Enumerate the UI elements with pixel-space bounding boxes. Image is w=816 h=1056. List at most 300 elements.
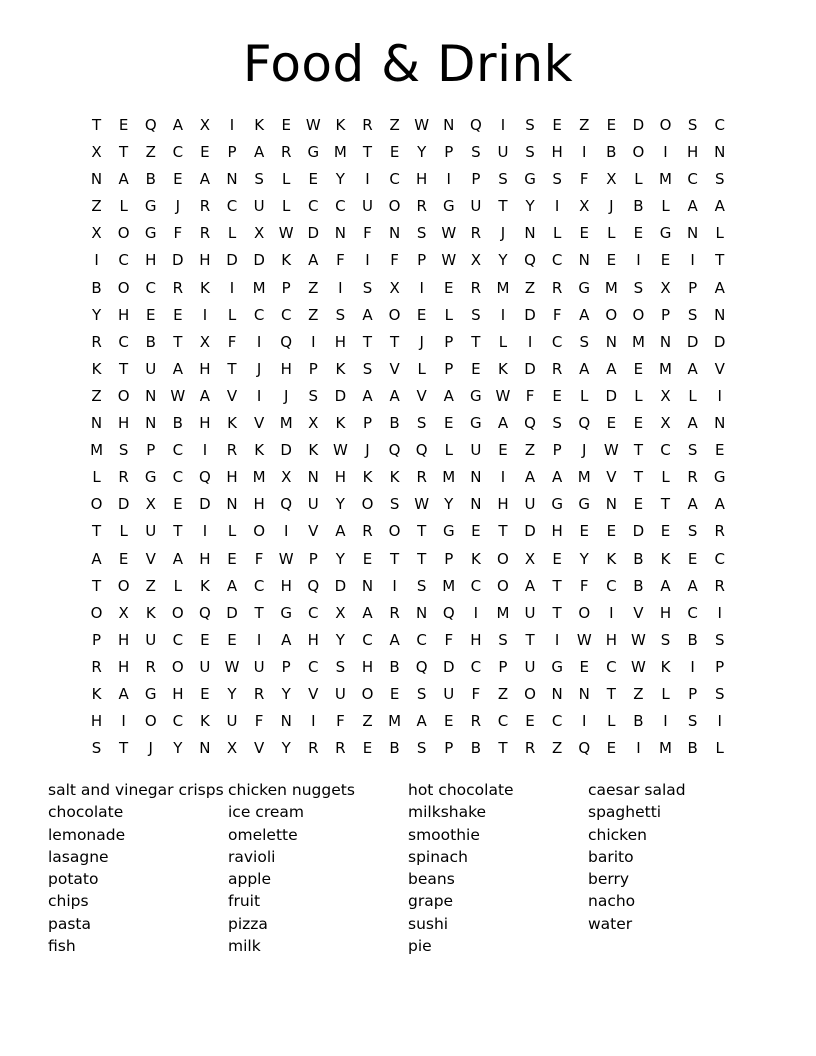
grid-letter: L	[607, 712, 616, 731]
grid-letter: N	[605, 495, 617, 514]
grid-letter: K	[91, 359, 102, 378]
grid-letter: E	[606, 251, 617, 270]
grid-letter: C	[714, 549, 725, 568]
grid-letter: T	[173, 522, 183, 541]
grid-letter: G	[578, 495, 591, 514]
grid-letter: I	[256, 630, 262, 649]
grid-letter: Z	[308, 305, 319, 324]
grid-letter: G	[280, 603, 293, 622]
grid-letter: I	[554, 630, 560, 649]
grid-letter: Y	[335, 170, 345, 189]
grid-letter: X	[91, 143, 102, 162]
grid-letter: C	[714, 116, 725, 134]
grid-letter: H	[686, 143, 699, 162]
grid-letter: K	[660, 657, 671, 676]
grid-letter: D	[524, 522, 536, 541]
grid-letter: O	[117, 386, 130, 405]
grid-letter: F	[254, 712, 264, 731]
grid-letter: P	[308, 549, 318, 568]
grid-letter: Y	[525, 197, 535, 216]
grid-letter: P	[715, 657, 725, 676]
word-item: lemonade	[48, 825, 126, 844]
grid-letter: X	[660, 278, 671, 297]
grid-letter: G	[442, 197, 455, 216]
grid-letter: E	[606, 414, 617, 433]
grid-letter: C	[280, 305, 292, 324]
word-item: ice cream	[228, 803, 304, 822]
grid-letter: H	[551, 522, 563, 541]
grid-letter: N	[90, 170, 103, 189]
grid-letter: Z	[633, 684, 644, 703]
grid-letter: Q	[307, 576, 320, 595]
grid-letter: E	[227, 549, 237, 568]
grid-letter: L	[715, 224, 724, 243]
grid-letter: S	[687, 441, 698, 460]
grid-letter: T	[552, 576, 562, 595]
grid-letter: O	[171, 657, 184, 676]
grid-letter: H	[280, 576, 292, 595]
grid-letter: K	[200, 278, 210, 297]
grid-letter: W	[631, 630, 646, 649]
grid-letter: D	[605, 386, 618, 405]
grid-letter: H	[118, 305, 130, 324]
grid-letter: C	[308, 197, 319, 216]
grid-letter: I	[256, 386, 262, 405]
grid-letter: T	[715, 251, 725, 270]
grid-letter: V	[308, 522, 319, 541]
word-item: omelette	[228, 825, 298, 844]
grid-letter: G	[524, 170, 536, 189]
grid-row	[83, 437, 733, 464]
grid-letter: T	[91, 116, 102, 134]
grid-letter: P	[281, 657, 291, 676]
grid-letter: Z	[552, 739, 563, 758]
grid-letter: A	[714, 278, 725, 297]
grid-letter: X	[335, 603, 346, 622]
grid-letter: N	[686, 224, 699, 243]
grid-letter: A	[362, 386, 373, 405]
grid-letter: G	[144, 197, 157, 216]
grid-letter: S	[389, 495, 400, 514]
grid-letter: D	[307, 224, 320, 243]
grid-letter: U	[145, 630, 157, 649]
grid-letter: O	[388, 522, 401, 541]
grid-letter: A	[714, 495, 725, 514]
grid-letter: H	[199, 414, 211, 433]
grid-letter: R	[199, 224, 211, 243]
grid-letter: I	[392, 576, 397, 595]
grid-letter: I	[663, 143, 668, 162]
grid-letter: H	[334, 468, 347, 487]
grid-letter: E	[200, 630, 210, 649]
grid-letter: I	[554, 197, 560, 216]
grid-letter: A	[524, 468, 536, 487]
grid-letter: R	[551, 359, 563, 378]
grid-letter: H	[226, 468, 238, 487]
grid-letter: E	[118, 116, 129, 134]
grid-letter: I	[663, 712, 668, 731]
grid-letter: U	[253, 197, 265, 216]
grid-letter: O	[605, 305, 618, 324]
grid-row	[83, 247, 733, 274]
grid-letter: B	[389, 657, 400, 676]
grid-letter: X	[253, 224, 265, 243]
grid-letter: N	[334, 224, 346, 243]
grid-letter: L	[634, 386, 643, 405]
grid-letter: X	[579, 197, 590, 216]
grid-letter: D	[524, 305, 536, 324]
grid-row	[83, 681, 733, 708]
grid-letter: C	[118, 251, 129, 270]
grid-letter: P	[444, 359, 454, 378]
grid-letter: F	[471, 684, 481, 703]
grid-letter: O	[117, 576, 130, 595]
grid-letter: L	[661, 197, 670, 216]
grid-letter: R	[524, 739, 536, 758]
grid-letter: E	[579, 657, 589, 676]
grid-letter: E	[525, 712, 535, 731]
grid-letter: Q	[415, 441, 428, 460]
grid-letter: E	[444, 414, 454, 433]
grid-letter: W	[631, 657, 646, 676]
grid-letter: A	[660, 576, 671, 595]
grid-letter: C	[416, 630, 427, 649]
grid-letter: N	[605, 332, 617, 351]
grid-row	[83, 220, 733, 247]
grid-letter: T	[498, 522, 508, 541]
grid-letter: O	[361, 684, 374, 703]
grid-letter: R	[362, 522, 373, 541]
word-item: pie	[408, 937, 432, 956]
grid-letter: Z	[524, 441, 536, 460]
grid-letter: A	[91, 549, 102, 568]
grid-letter: L	[688, 386, 697, 405]
grid-letter: F	[336, 251, 345, 270]
grid-letter: E	[145, 305, 156, 324]
grid-letter: Z	[308, 278, 319, 297]
grid-letter: L	[661, 684, 670, 703]
grid-row	[83, 546, 733, 573]
grid-letter: E	[200, 684, 210, 703]
grid-letter: Y	[335, 549, 345, 568]
grid-letter: R	[335, 739, 346, 758]
grid-letter: R	[714, 522, 725, 541]
grid-letter: I	[311, 332, 316, 351]
grid-letter: E	[552, 386, 562, 405]
grid-letter: M	[252, 278, 266, 297]
grid-letter: T	[552, 603, 562, 622]
grid-letter: O	[117, 224, 130, 243]
grid-letter: U	[226, 712, 238, 731]
word-item: ravioli	[228, 847, 276, 866]
grid-letter: X	[145, 495, 156, 514]
grid-letter: N	[578, 251, 590, 270]
grid-letter: Q	[144, 116, 157, 134]
grid-row	[83, 356, 733, 383]
grid-letter: A	[687, 359, 698, 378]
grid-letter: C	[606, 657, 617, 676]
grid-letter: Y	[91, 305, 102, 324]
letter-grid	[83, 112, 733, 762]
grid-letter: J	[175, 197, 181, 216]
grid-letter: E	[444, 712, 454, 731]
grid-letter: X	[118, 603, 129, 622]
grid-letter: W	[495, 386, 511, 405]
grid-letter: J	[609, 197, 614, 216]
grid-row	[83, 708, 733, 735]
grid-letter: L	[552, 224, 562, 243]
grid-letter: L	[444, 441, 453, 460]
grid-letter: D	[199, 495, 211, 514]
grid-letter: C	[172, 712, 184, 731]
grid-letter: B	[145, 170, 156, 189]
grid-letter: K	[308, 441, 319, 460]
grid-letter: D	[442, 657, 455, 676]
grid-letter: S	[687, 712, 698, 731]
grid-letter: V	[714, 359, 725, 378]
grid-letter: S	[471, 305, 481, 324]
grid-row	[83, 329, 733, 356]
grid-letter: G	[713, 468, 726, 487]
grid-letter: Q	[280, 332, 293, 351]
grid-letter: A	[118, 684, 129, 703]
grid-letter: D	[632, 522, 645, 541]
grid-row	[83, 464, 733, 491]
grid-letter: B	[470, 739, 481, 758]
grid-letter: T	[417, 549, 427, 568]
grid-letter: D	[226, 603, 238, 622]
grid-letter: M	[442, 468, 456, 487]
grid-letter: S	[552, 414, 562, 433]
grid-letter: D	[713, 332, 726, 351]
grid-letter: C	[145, 278, 156, 297]
grid-letter: I	[582, 143, 587, 162]
grid-letter: E	[498, 441, 508, 460]
grid-letter: T	[173, 332, 183, 351]
grid-letter: O	[659, 116, 672, 134]
grid-letter: N	[524, 224, 536, 243]
grid-letter: T	[362, 332, 373, 351]
grid-letter: S	[498, 170, 508, 189]
grid-letter: V	[308, 684, 319, 703]
grid-letter: U	[253, 657, 265, 676]
grid-letter: A	[389, 386, 400, 405]
grid-letter: X	[281, 468, 292, 487]
grid-letter: Z	[362, 712, 373, 731]
grid-letter: E	[633, 495, 644, 514]
grid-row	[83, 383, 733, 410]
grid-letter: H	[172, 684, 184, 703]
grid-letter: I	[419, 278, 424, 297]
word-item: barito	[588, 847, 634, 866]
grid-letter: E	[606, 522, 617, 541]
grid-letter: I	[338, 278, 343, 297]
grid-letter: N	[470, 468, 482, 487]
grid-letter: I	[365, 251, 370, 270]
grid-letter: T	[498, 197, 508, 216]
grid-letter: N	[714, 305, 726, 324]
grid-letter: S	[633, 278, 644, 297]
grid-letter: W	[441, 251, 457, 270]
grid-letter: E	[227, 630, 237, 649]
grid-letter: N	[307, 468, 319, 487]
word-item: milk	[228, 937, 261, 956]
grid-letter: A	[389, 630, 400, 649]
grid-letter: H	[145, 251, 157, 270]
grid-row	[83, 193, 733, 220]
grid-letter: D	[686, 332, 699, 351]
grid-letter: I	[690, 657, 695, 676]
page-title: Food & Drink	[242, 35, 574, 93]
grid-letter: O	[524, 684, 536, 703]
grid-letter: N	[145, 414, 157, 433]
grid-letter: T	[389, 332, 400, 351]
grid-letter: P	[417, 251, 427, 270]
grid-letter: Q	[578, 739, 591, 758]
grid-letter: M	[252, 468, 266, 487]
grid-letter: N	[145, 386, 157, 405]
grid-letter: O	[90, 495, 103, 514]
grid-letter: S	[525, 143, 535, 162]
grid-letter: E	[118, 549, 129, 568]
grid-letter: C	[660, 441, 671, 460]
grid-letter: H	[118, 630, 130, 649]
grid-letter: A	[524, 576, 536, 595]
grid-letter: L	[227, 522, 237, 541]
grid-letter: R	[470, 712, 482, 731]
grid-letter: T	[362, 143, 373, 162]
grid-letter: U	[524, 495, 536, 514]
grid-letter: R	[687, 468, 698, 487]
grid-letter: P	[444, 143, 454, 162]
grid-letter: K	[362, 468, 373, 487]
grid-letter: I	[500, 305, 506, 324]
word-item: hot chocolate	[408, 781, 514, 799]
grid-letter: R	[416, 197, 427, 216]
grid-letter: P	[444, 549, 454, 568]
grid-letter: Q	[469, 116, 482, 134]
grid-letter: N	[226, 495, 238, 514]
grid-letter: R	[199, 197, 211, 216]
grid-letter: A	[443, 386, 454, 405]
grid-letter: I	[609, 603, 614, 622]
grid-letter: X	[470, 251, 481, 270]
word-item: potato	[48, 870, 99, 889]
grid-letter: V	[416, 386, 427, 405]
grid-letter: T	[660, 495, 671, 514]
grid-letter: M	[279, 414, 293, 433]
grid-letter: N	[578, 684, 590, 703]
grid-letter: K	[281, 251, 292, 270]
word-item: water	[588, 914, 633, 933]
grid-letter: C	[687, 170, 698, 189]
grid-letter: U	[145, 522, 157, 541]
grid-letter: U	[199, 657, 211, 676]
grid-letter: E	[633, 359, 644, 378]
grid-letter: I	[311, 712, 316, 731]
word-item: pizza	[228, 914, 268, 933]
grid-letter: M	[604, 278, 618, 297]
grid-letter: G	[307, 143, 320, 162]
grid-letter: O	[632, 143, 645, 162]
grid-letter: P	[444, 332, 454, 351]
grid-letter: L	[607, 224, 616, 243]
grid-letter: R	[714, 576, 725, 595]
grid-letter: S	[362, 359, 373, 378]
grid-letter: M	[442, 576, 456, 595]
word-item: spinach	[408, 847, 468, 866]
grid-letter: H	[118, 414, 130, 433]
grid-letter: A	[579, 359, 590, 378]
grid-letter: S	[525, 116, 535, 134]
grid-letter: J	[256, 359, 262, 378]
grid-letter: E	[362, 549, 373, 568]
grid-letter: N	[551, 684, 563, 703]
grid-letter: U	[443, 684, 455, 703]
grid-letter: H	[280, 359, 292, 378]
grid-letter: Y	[227, 684, 237, 703]
grid-letter: E	[552, 116, 562, 134]
grid-letter: V	[606, 468, 617, 487]
grid-letter: T	[606, 684, 616, 703]
grid-row	[83, 654, 733, 681]
grid-letter: I	[229, 116, 235, 134]
grid-letter: A	[687, 495, 698, 514]
grid-letter: A	[606, 359, 617, 378]
grid-letter: B	[633, 197, 644, 216]
grid-letter: F	[579, 576, 589, 595]
grid-letter: A	[362, 603, 373, 622]
grid-letter: R	[145, 657, 156, 676]
grid-letter: C	[389, 170, 400, 189]
grid-letter: K	[335, 359, 346, 378]
grid-letter: E	[389, 684, 400, 703]
grid-letter: U	[470, 197, 482, 216]
grid-letter: S	[714, 684, 725, 703]
grid-letter: A	[579, 305, 590, 324]
grid-letter: V	[253, 739, 265, 758]
grid-row	[83, 410, 733, 437]
grid-letter: C	[308, 603, 319, 622]
word-column	[48, 779, 223, 957]
grid-letter: N	[280, 712, 292, 731]
grid-letter: U	[524, 603, 536, 622]
grid-letter: U	[497, 143, 509, 162]
grid-letter: L	[227, 305, 237, 324]
grid-letter: Y	[281, 739, 291, 758]
grid-letter: X	[308, 414, 319, 433]
grid-letter: P	[281, 278, 291, 297]
grid-letter: T	[525, 630, 535, 649]
grid-letter: N	[714, 414, 726, 433]
grid-letter: O	[388, 197, 401, 216]
word-item: spaghetti	[588, 803, 662, 822]
grid-letter: H	[118, 657, 130, 676]
word-item: milkshake	[408, 803, 487, 822]
grid-letter: Y	[173, 739, 183, 758]
grid-letter: M	[388, 712, 402, 731]
grid-letter: B	[633, 576, 644, 595]
grid-letter: R	[172, 278, 184, 297]
grid-letter: K	[335, 414, 346, 433]
grid-letter: I	[94, 251, 99, 270]
grid-letter: D	[172, 251, 184, 270]
grid-letter: H	[551, 143, 563, 162]
grid-letter: W	[278, 224, 294, 243]
grid-letter: I	[636, 251, 641, 270]
grid-letter: C	[172, 468, 184, 487]
grid-letter: O	[361, 495, 374, 514]
